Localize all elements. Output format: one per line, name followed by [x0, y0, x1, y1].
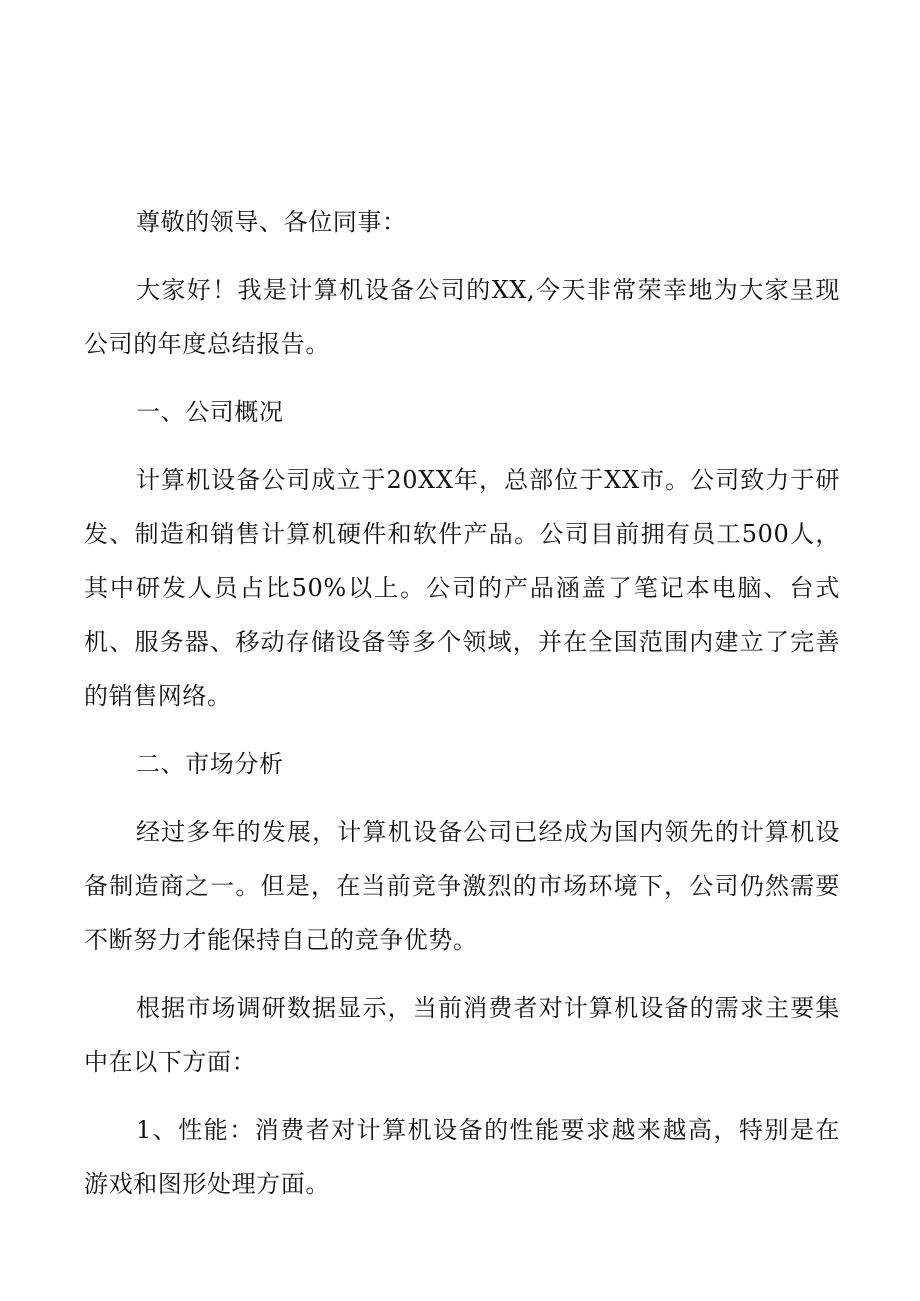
market-research-paragraph: 根据市场调研数据显示，当前消费者对计算机设备的需求主要集中在以下方面：: [84, 994, 840, 1076]
section-heading-market-analysis: 二、市场分析: [136, 750, 284, 778]
performance-point-paragraph: 1、性能：消费者对计算机设备的性能要求越来越高，特别是在游戏和图形处理方面。: [84, 1116, 840, 1198]
section-heading-company-overview: 一、公司概况: [136, 398, 284, 426]
document-body: [84, 195, 840, 1225]
salutation: 尊敬的领导、各位同事：: [136, 208, 407, 236]
company-overview-paragraph: 计算机设备公司成立于20XX年，总部位于XX市。公司致力于研发、制造和销售计算机硬件和软件产品。公司目前拥有员工500人，其中研发人员占比50%以上。公司的产品涵盖了笔记本电脑、台式机、服务器、移动存储设备等多个领域，并在全国范围内建立了完善的销售网络。: [84, 466, 840, 710]
intro-paragraph: 大家好！我是计算机设备公司的XX,今天非常荣幸地为大家呈现公司的年度总结报告。: [84, 276, 840, 358]
market-analysis-paragraph: 经过多年的发展，计算机设备公司已经成为国内领先的计算机设备制造商之一。但是，在当前竞争激烈的市场环境下，公司仍然需要不断努力才能保持自己的竞争优势。: [84, 818, 840, 954]
